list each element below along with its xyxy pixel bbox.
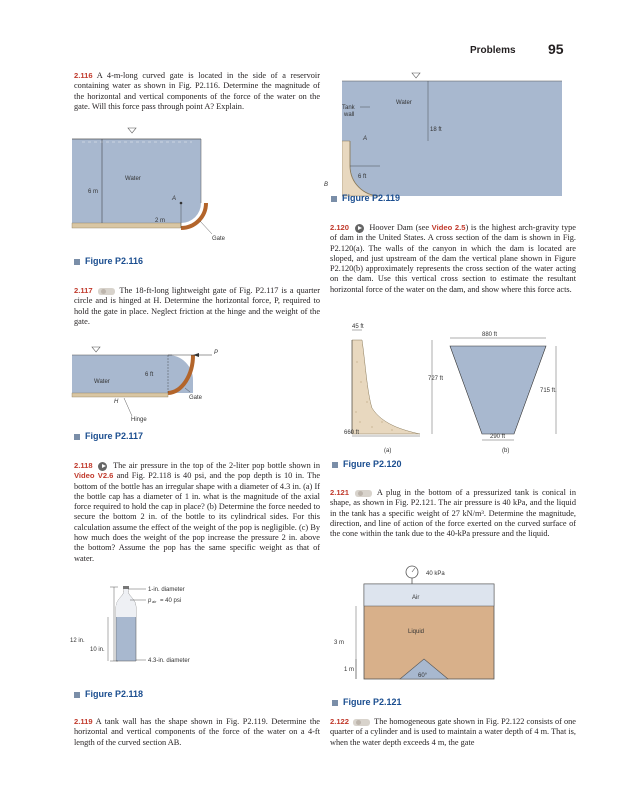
pressure-subscript: air [152,599,157,604]
radius-label: 6 ft [358,174,367,180]
problem-number: 2.117 [74,286,93,295]
depth-label: 3 m [334,640,345,646]
caption-p2119: Figure P2.119 [331,193,400,203]
figure-p2116 [72,136,322,248]
video-link[interactable]: Video V2.6 [74,471,114,481]
air-space [116,587,136,617]
problem-2-120 [330,223,576,295]
hinge-point-label: H [114,399,119,405]
water-label: Water [94,379,110,385]
problem-2-121 [330,488,576,539]
cone-height-label: 1 m [344,667,355,673]
video-icon [98,462,107,471]
label-b: (b) [502,448,510,454]
problem-text-b: ) is the highest arch-gravity type of dam in the United States. A cross section of the dam is shown in Fig. P2.120(a). The walls of the canyon in which the dam is located are sloped, and just upstream of the dam the vertical plane shown in Figure P2.120(b) approximately represents the cross section of the water acting on the dam. Use this vertical cross section to estimate the resultant horizontal force of the water on the dam, and show where this force acts. [330,223,576,294]
problem-text: Hoover Dam (see [369,223,430,232]
label-a: (a) [384,448,392,454]
caption-p2121: Figure P2.121 [332,697,402,707]
liquid-label: Liquid [408,629,425,635]
problem-text: The homogeneous gate shown in Fig. P2.122 consists of one quarter of a cylinder and is used to maintain a water depth of 4 m. That is, when the water depth exceeds 4 m, the gate [330,717,576,747]
height-label: 12 in. [70,638,85,644]
top-width-label: 45 ft [352,324,364,330]
canyon-section [450,346,546,434]
go-tutorial-icon [98,288,115,295]
problem-number: 2.118 [74,461,93,470]
figure-p2121 [332,564,582,694]
problem-text: The air pressure in the top of the 2-liter pop bottle shown in [113,461,320,470]
problem-number: 2.120 [330,223,350,232]
pressure-value: = 40 psi [160,598,182,604]
problem-2-119 [74,717,320,748]
angle-label: 60° [418,673,428,679]
water-region [72,355,193,393]
water-region [342,81,562,196]
pressure-symbol: p [148,598,152,604]
gate-label: Gate [212,236,226,242]
caption-p2120: Figure P2.120 [332,459,402,469]
caption-p2118: Figure P2.118 [74,689,143,699]
air-label: Air [412,595,420,601]
problem-2-116 [74,71,320,112]
free-surface-marker [412,73,420,78]
cap-diameter-label: 1-in. diameter [148,587,185,593]
hinge-label: Hinge [131,417,147,423]
video-icon [355,224,364,233]
problem-number: 2.121 [330,488,350,497]
go-tutorial-icon [355,490,372,497]
water-region-2 [181,139,201,223]
canyon-bottom-label: 290 ft [490,434,506,440]
bottle-cap [123,586,129,589]
depth-label: 6 m [88,189,99,195]
air-space [364,584,494,606]
point-a-label: A [363,136,368,142]
gate-leader [200,221,212,234]
video-link[interactable]: Video 2.5 [431,223,466,232]
point-a-label: A [172,196,177,202]
radius-label: 2 m [155,218,166,224]
height-label: 727 ft [428,376,444,382]
problem-2-118 [74,461,320,564]
tank-wall-label-1: Tank [342,105,355,111]
problem-number: 2.122 [330,717,350,726]
force-p-label: P [214,350,219,356]
problem-text: A tank wall has the shape shown in Fig. P2.119. Determine the horizontal and vertical components of the force of the water on a 4-ft length of the curved section AB. [74,717,320,747]
radius-label: 6 ft [145,372,154,378]
base-diameter-label: 4.3-in. diameter [148,658,190,664]
figure-p2119 [324,71,570,191]
problem-number: 2.119 [74,717,93,726]
running-header-title: Problems [470,45,516,56]
go-tutorial-icon [353,719,370,726]
wall-mask [330,71,342,196]
gauge-label: 40 kPa [426,571,445,577]
free-surface-marker [92,347,100,352]
page-number: 95 [548,41,564,57]
water-label: Water [396,100,412,106]
figure-p2117 [72,348,322,423]
problem-text: A plug in the bottom of a pressurized tank is conical in shape, as shown in Fig. P2.121. The air pressure is 40 kPa, and the liquid in the tank has a specific weight of 27 kN/m³. Determine the magnitude, direction, and line of action of the force exerted on the curved surface of the cone within the tank due to the 40-kPa pressure and the liquid. [330,488,576,539]
gate-label: Gate [189,395,203,401]
figure-p2120 [332,322,582,452]
problem-text: The 18-ft-long lightweight gate of Fig. P2.117 is a quarter circle and is hinged at H. Determine the horizontal force, P, required to hold the gate in place. Neglect friction at the hinge and the weight of the gate. [74,286,320,326]
canyon-depth-label: 715 ft. [540,388,557,394]
caption-p2117: Figure P2.117 [74,431,143,441]
water-label: Water [125,176,141,182]
problem-2-117 [74,286,320,327]
base-label: 660 ft [344,430,360,436]
problem-number: 2.116 [74,71,93,80]
depth-label: 10 in. [90,647,105,653]
problem-text-b: and Fig. P2.118 is 40 psi, and the pop depth is 10 in. The bottom of the bottle has an irregular shape with a diameter of 4.3 in. (a) If the bottle cap has a diameter of 1 in. what is the magnitude of the axial force required to hold the cap in place? (b) Determine the force needed to secure the bottom 2 in. of the bottle to its cylindrical sides. For this calculation assume the effect of the weight of the pop is negligible. (c) By how much does the weight of the pop increase the pressure 2 in. above the bottom? Assume the pop has the same specific weight as that of water. [74,471,320,563]
free-surface-marker [128,128,136,133]
figure-p2118 [72,580,322,690]
problem-2-122 [330,717,576,748]
dam-section [352,340,420,434]
tank-wall-label-2: wall [344,112,355,118]
canyon-top-label: 880 ft [482,332,498,338]
caption-p2116: Figure P2.116 [74,256,143,266]
point-b-label: B [324,182,329,188]
problem-text: A 4-m-long curved gate is located in the side of a reservoir containing water as shown in Fig. P2.116. Determine the magnitude of the horizontal and vertical components of the force of the water on the gate. Will this force pass through point A? Explain. [74,71,320,111]
hinge-leader [124,398,132,416]
ground [72,393,168,397]
depth-label: 18 ft [430,127,442,133]
